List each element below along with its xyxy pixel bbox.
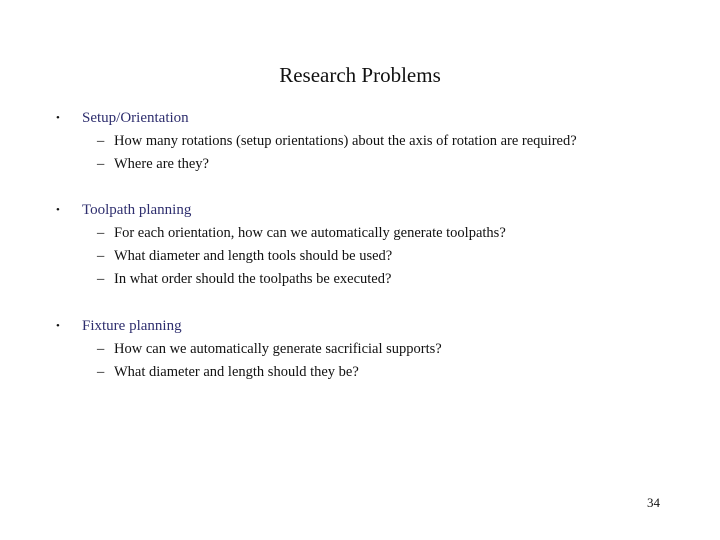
dash-icon: – bbox=[97, 271, 105, 287]
sub-item bbox=[0, 361, 720, 384]
sub-item bbox=[0, 338, 720, 361]
sub-item bbox=[0, 222, 720, 245]
bullet-label: Toolpath planning bbox=[82, 202, 192, 218]
sub-item bbox=[0, 153, 720, 176]
bullet-dot-icon: • bbox=[56, 112, 60, 124]
bullet-toolpath-planning bbox=[0, 199, 720, 315]
bullet-setup-orientation bbox=[0, 107, 720, 199]
slide-title: Research Problems bbox=[279, 63, 441, 87]
bullet-fixture-planning bbox=[0, 315, 720, 385]
bullet-label: Setup/Orientation bbox=[82, 110, 189, 126]
sub-item-text: In what order should the toolpaths be executed? bbox=[114, 271, 392, 287]
sub-item-text: Where are they? bbox=[114, 156, 209, 172]
sub-item-text: How many rotations (setup orientations) about the axis of rotation are required? bbox=[114, 133, 577, 149]
dash-icon: – bbox=[97, 133, 105, 149]
bullet-dot-icon: • bbox=[56, 320, 60, 332]
dash-icon: – bbox=[97, 156, 105, 172]
sub-item-text: What diameter and length should they be? bbox=[114, 364, 359, 380]
page-number: 34 bbox=[647, 495, 660, 510]
sub-item-text: How can we automatically generate sacrificial supports? bbox=[114, 341, 442, 357]
sub-item bbox=[0, 245, 720, 268]
sub-item-text: What diameter and length tools should be used? bbox=[114, 248, 393, 264]
dash-icon: – bbox=[97, 364, 105, 380]
sub-item-text: For each orientation, how can we automatically generate toolpaths? bbox=[114, 225, 506, 241]
bullet-list bbox=[0, 107, 720, 385]
sub-item bbox=[0, 268, 720, 291]
dash-icon: – bbox=[97, 248, 105, 264]
bullet-dot-icon: • bbox=[56, 204, 60, 216]
bullet-label: Fixture planning bbox=[82, 318, 182, 334]
sub-item bbox=[0, 130, 720, 153]
dash-icon: – bbox=[97, 225, 105, 241]
dash-icon: – bbox=[97, 341, 105, 357]
